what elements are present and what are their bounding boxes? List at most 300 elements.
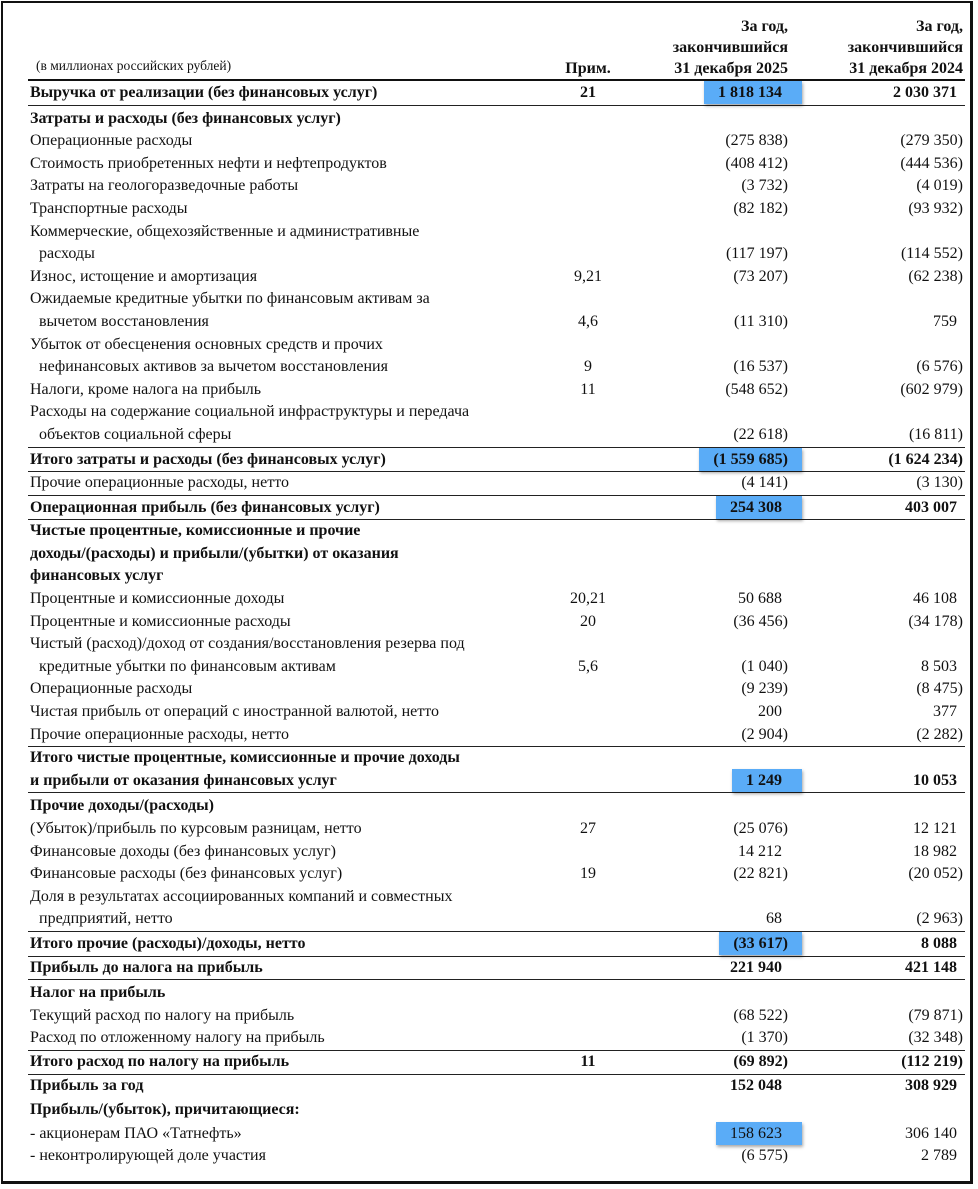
row-label (28, 701, 550, 724)
value-text: (117 197) (725, 245, 788, 263)
value-2024 (790, 198, 965, 221)
value-2025 (626, 221, 790, 266)
table-row (28, 379, 965, 402)
row-label (28, 266, 550, 289)
row-label-line: кредитные убытки по финансовым активам (39, 657, 336, 675)
value-2024 (790, 588, 965, 611)
value-text: (408 412) (725, 154, 788, 172)
value-2025 (626, 334, 790, 379)
value-text: 12 121 (913, 820, 957, 837)
value-text: (1 559 685) (713, 450, 788, 468)
row-note (550, 1097, 626, 1122)
row-label (28, 588, 550, 611)
row-label-line: Прибыль/(убыток), причитающиеся: (30, 1101, 300, 1119)
table-row (28, 633, 965, 678)
table-row (28, 1074, 965, 1097)
value-2024 (790, 1050, 965, 1074)
row-note (550, 841, 626, 864)
value-2024 (790, 472, 965, 496)
row-note: 21 (550, 80, 626, 105)
row-note (550, 221, 626, 266)
value-2024 (790, 863, 965, 886)
value-2024 (790, 334, 965, 379)
table-row (28, 1145, 965, 1168)
value-2025 (626, 701, 790, 724)
value-text: 759 (933, 312, 957, 330)
highlight-box (699, 448, 802, 471)
row-note (550, 678, 626, 701)
table-row (28, 841, 965, 864)
value-2024 (790, 1027, 965, 1050)
value-2025 (626, 198, 790, 221)
row-note (550, 931, 626, 956)
value-text: (2 963) (916, 910, 963, 928)
value-text: (275 838) (725, 132, 788, 150)
row-note: 11 (550, 1050, 626, 1074)
value-2024 (790, 1074, 965, 1097)
highlight-box (716, 496, 802, 519)
table-row (28, 956, 965, 980)
table-row (28, 886, 965, 932)
row-note (550, 956, 626, 980)
value-text: 1 818 134 (718, 84, 782, 101)
value-text: (93 932) (908, 199, 963, 217)
value-text: 8 088 (921, 934, 957, 952)
value-text: (279 350) (900, 132, 963, 150)
table-row (28, 678, 965, 701)
value-2025 (626, 175, 790, 198)
value-text: 254 308 (730, 498, 782, 516)
value-2025 (626, 379, 790, 402)
row-label-line: предприятий, нетто (39, 910, 173, 928)
row-label-line: Итого прочие (расходы)/доходы, нетто (30, 934, 306, 952)
value-2025 (626, 931, 790, 956)
row-label (28, 447, 550, 472)
value-text: (68 522) (733, 1006, 788, 1024)
row-label-line: Прочие доходы/(расходы) (30, 797, 214, 815)
header-line: закончившийся (847, 39, 963, 56)
row-label (28, 472, 550, 496)
value-2024 (790, 1145, 965, 1168)
value-2024 (790, 379, 965, 402)
value-text: (4 141) (741, 474, 788, 492)
row-label (28, 1074, 550, 1097)
row-label (28, 221, 550, 266)
value-2025 (626, 1145, 790, 1168)
table-row (28, 520, 965, 588)
row-note (550, 495, 626, 520)
column-header-2025 (626, 16, 790, 80)
row-note (550, 1074, 626, 1097)
value-text: 2 030 371 (893, 84, 957, 101)
table-row (28, 818, 965, 841)
row-label-line: Прибыль за год (30, 1076, 144, 1094)
row-label-line: расходы (39, 245, 95, 263)
row-label (28, 886, 550, 932)
row-label-line: Износ, истощение и амортизация (30, 267, 258, 285)
value-text: (1 040) (741, 657, 788, 675)
value-2024 (790, 701, 965, 724)
row-note (550, 175, 626, 198)
table-row (28, 401, 965, 447)
value-text: 14 212 (738, 842, 782, 860)
row-note (550, 130, 626, 153)
row-label (28, 931, 550, 956)
value-2025 (626, 80, 790, 105)
value-text: 377 (933, 703, 957, 721)
value-text: 1 249 (746, 771, 782, 789)
value-text: 46 108 (913, 590, 957, 608)
row-note: 9 (584, 358, 592, 376)
value-text: (34 178) (908, 612, 963, 630)
value-text: (3 130) (916, 474, 963, 492)
row-label-line: и прибыли от оказания финансовых услуг (30, 771, 337, 789)
row-note: 11 (580, 380, 596, 398)
value-2025 (626, 401, 790, 447)
row-label-line: Итого расход по налогу на прибыль (30, 1052, 290, 1070)
row-label (28, 678, 550, 701)
value-text: 200 (758, 703, 782, 721)
value-text: (3 732) (741, 177, 788, 195)
value-2025 (626, 841, 790, 864)
row-note (550, 724, 626, 747)
value-text: (114 552) (900, 245, 963, 263)
value-2025 (626, 724, 790, 747)
table-row (28, 863, 965, 886)
note-column-header: Прим. (565, 60, 611, 77)
row-note (550, 1145, 626, 1168)
row-note (550, 105, 626, 130)
table-row (28, 334, 965, 379)
table-row (28, 80, 965, 105)
value-text: 8 503 (921, 657, 957, 675)
value-text: (36 456) (733, 612, 788, 630)
value-text: (2 904) (741, 725, 788, 743)
value-2025 (626, 495, 790, 520)
table-row (28, 495, 965, 520)
value-2025 (626, 678, 790, 701)
value-2025 (626, 793, 790, 818)
value-2025 (626, 1027, 790, 1050)
row-note (550, 472, 626, 496)
value-2024 (790, 447, 965, 472)
row-label (28, 633, 550, 678)
value-text: (69 892) (733, 1052, 788, 1070)
row-label (28, 1050, 550, 1074)
value-2025 (626, 130, 790, 153)
row-label (28, 495, 550, 520)
value-text: (11 310) (733, 312, 788, 330)
row-label-line: Доля в результатах ассоциированных компаний и совместных (30, 887, 453, 905)
row-label-line: Процентные и комиссионные доходы (30, 590, 285, 608)
row-label (28, 1027, 550, 1050)
value-2024 (790, 520, 965, 588)
table-row (28, 724, 965, 747)
value-2024 (790, 841, 965, 864)
value-text: 421 148 (905, 958, 957, 976)
row-note (550, 701, 626, 724)
value-2025 (626, 588, 790, 611)
value-2025 (626, 633, 790, 678)
value-2024 (790, 611, 965, 634)
table-row (28, 1097, 965, 1122)
table-row (28, 288, 965, 333)
value-text: 2 789 (921, 1147, 957, 1165)
row-label (28, 956, 550, 980)
value-2024 (790, 793, 965, 818)
row-label-line: - неконтролирующей доле участия (30, 1147, 266, 1165)
table-row (28, 931, 965, 956)
row-label (28, 863, 550, 886)
value-2024 (790, 105, 965, 130)
header-line: закончившийся (672, 39, 788, 56)
row-label-line: Чистые процентные, комиссионные и прочие (30, 522, 361, 540)
row-label (28, 334, 550, 379)
value-2024 (790, 221, 965, 266)
row-label (28, 175, 550, 198)
row-note (550, 520, 626, 588)
row-label-line: Затраты и расходы (без финансовых услуг) (30, 109, 341, 127)
value-text: (22 618) (733, 425, 788, 443)
value-text: (602 979) (900, 380, 963, 398)
row-label-line: Текущий расход по налогу на прибыль (30, 1006, 295, 1024)
row-note (550, 1027, 626, 1050)
row-label (28, 980, 550, 1005)
header-line: 31 декабря 2025 (674, 60, 788, 77)
row-label-line: Затраты на геологоразведочные работы (30, 177, 299, 195)
value-2024 (790, 1122, 965, 1146)
row-label-line: Выручка от реализации (без финансовых услуг) (30, 84, 378, 101)
value-2025 (626, 1097, 790, 1122)
row-label-line: Расход по отложенному налогу на прибыль (30, 1029, 325, 1047)
table-row (28, 701, 965, 724)
table-row (28, 198, 965, 221)
value-2024 (790, 678, 965, 701)
value-2024 (790, 886, 965, 932)
row-label (28, 379, 550, 402)
row-note: 19 (580, 865, 596, 883)
units-caption: (в миллионах российских рублей) (36, 58, 232, 73)
value-2024 (790, 633, 965, 678)
row-note (550, 153, 626, 176)
value-2025 (626, 1050, 790, 1074)
income-statement-table (28, 16, 965, 1168)
highlight-box (716, 1122, 802, 1145)
value-2025 (626, 886, 790, 932)
header-line: За год, (741, 18, 788, 35)
row-label (28, 724, 550, 747)
value-text: (112 219) (901, 1052, 963, 1070)
value-text: (444 536) (900, 154, 963, 172)
highlight-box (732, 769, 802, 792)
value-2025 (626, 980, 790, 1005)
row-label-line: доходы/(расходы) и прибыли/(убытки) от оказания (30, 544, 399, 562)
column-header-2024 (790, 16, 965, 80)
row-label-line: Процентные и комиссионные расходы (30, 612, 291, 630)
row-note: 4,6 (578, 312, 598, 330)
value-2025 (626, 1074, 790, 1097)
row-label (28, 401, 550, 447)
value-text: 68 (766, 910, 782, 928)
value-2024 (790, 153, 965, 176)
value-text: 152 048 (730, 1076, 782, 1094)
value-2024 (790, 80, 965, 105)
row-label (28, 1122, 550, 1146)
row-note (550, 793, 626, 818)
row-note (550, 401, 626, 447)
row-label-line: вычетом восстановления (39, 312, 209, 330)
row-label-line: Чистая прибыль от операций с иностранной валютой, нетто (30, 703, 440, 721)
row-label-line: Транспортные расходы (30, 199, 188, 217)
value-2025 (626, 1005, 790, 1028)
value-text: 50 688 (738, 590, 782, 608)
value-2025 (626, 472, 790, 496)
table-row (28, 447, 965, 472)
row-label-line: Коммерческие, общехозяйственные и административные (30, 222, 420, 240)
row-label-line: Расходы на содержание социальной инфраструктуры и передача (30, 403, 470, 421)
value-text: 221 940 (730, 958, 782, 976)
row-note: 9,21 (574, 267, 602, 285)
row-label-line: - акционерам ПАО «Татнефть» (30, 1124, 242, 1142)
value-text: (33 617) (733, 934, 788, 952)
row-label (28, 130, 550, 153)
row-note (550, 447, 626, 472)
value-2024 (790, 956, 965, 980)
row-note (550, 1005, 626, 1028)
row-label-line: Ожидаемые кредитные убытки по финансовым активам за (30, 290, 430, 308)
row-label-line: Операционные расходы (30, 132, 193, 150)
row-label (28, 611, 550, 634)
statement-body (28, 80, 965, 1168)
row-label-line: объектов социальной сферы (39, 425, 232, 443)
value-2025 (626, 447, 790, 472)
row-label (28, 818, 550, 841)
value-text: (8 475) (916, 680, 963, 698)
value-2024 (790, 724, 965, 747)
value-2024 (790, 931, 965, 956)
value-text: (4 019) (916, 177, 963, 195)
table-row (28, 175, 965, 198)
row-note (550, 747, 626, 793)
row-label (28, 153, 550, 176)
value-2025 (626, 611, 790, 634)
value-text: (9 239) (741, 680, 788, 698)
value-2024 (790, 175, 965, 198)
value-text: (548 652) (725, 380, 788, 398)
header-row (28, 16, 965, 80)
row-label-line: Прочие операционные расходы, нетто (30, 725, 289, 743)
row-label (28, 80, 550, 105)
value-2024 (790, 818, 965, 841)
table-row (28, 153, 965, 176)
table-row (28, 588, 965, 611)
value-text: (2 282) (916, 725, 963, 743)
table-row (28, 1122, 965, 1146)
row-note: 5,6 (578, 657, 598, 675)
row-label (28, 1145, 550, 1168)
row-label (28, 1097, 550, 1122)
value-2025 (626, 266, 790, 289)
value-text: 10 053 (913, 771, 957, 789)
value-2025 (626, 105, 790, 130)
value-text: (22 821) (733, 865, 788, 883)
row-label-line: Чистый (расход)/доход от создания/восстановления резерва под (30, 635, 465, 653)
header-line: За год, (916, 18, 963, 35)
row-note: 20,21 (570, 590, 606, 608)
value-2024 (790, 288, 965, 333)
row-label (28, 1005, 550, 1028)
value-text: (1 370) (741, 1029, 788, 1047)
value-text: (1 624 234) (888, 450, 963, 468)
row-label (28, 105, 550, 130)
row-note: 27 (580, 820, 596, 837)
value-2025 (626, 956, 790, 980)
table-row (28, 105, 965, 130)
value-2024 (790, 1097, 965, 1122)
value-2024 (790, 747, 965, 793)
table-row (28, 1005, 965, 1028)
value-text: (16 537) (733, 358, 788, 376)
value-text: (16 811) (908, 425, 963, 443)
row-label-line: Итого чистые процентные, комиссионные и прочие доходы (30, 749, 460, 767)
table-row (28, 1050, 965, 1074)
value-text: 403 007 (905, 498, 957, 516)
table-row (28, 980, 965, 1005)
row-note (550, 886, 626, 932)
value-2025 (626, 818, 790, 841)
row-label-line: Налог на прибыль (30, 984, 166, 1002)
value-2024 (790, 1005, 965, 1028)
value-text: (73 207) (733, 267, 788, 285)
value-text: (79 871) (908, 1006, 963, 1024)
value-text: (82 182) (733, 199, 788, 217)
value-2025 (626, 747, 790, 793)
highlight-box (719, 932, 802, 955)
table-row (28, 747, 965, 793)
row-label-line: Операционные расходы (30, 680, 193, 698)
table-row (28, 130, 965, 153)
value-text: (20 052) (908, 865, 963, 883)
highlight-box (704, 81, 802, 104)
row-label-line: Прочие операционные расходы, нетто (30, 474, 289, 492)
value-text: (32 348) (908, 1029, 963, 1047)
row-label-line: Финансовые доходы (без финансовых услуг) (30, 842, 336, 860)
value-text: 18 982 (913, 842, 957, 860)
value-2025 (626, 863, 790, 886)
row-label (28, 520, 550, 588)
row-note (550, 980, 626, 1005)
table-row (28, 1027, 965, 1050)
value-text: (62 238) (908, 267, 963, 285)
value-2025 (626, 1122, 790, 1146)
row-label-line: (Убыток)/прибыль по курсовым разницам, нетто (30, 820, 362, 837)
row-label-line: Финансовые расходы (без финансовых услуг) (30, 865, 343, 883)
header-line: 31 декабря 2024 (849, 60, 963, 77)
value-2024 (790, 401, 965, 447)
row-label-line: Убыток от обесценения основных средств и прочих (30, 335, 383, 353)
value-2024 (790, 495, 965, 520)
table-row (28, 472, 965, 496)
row-label (28, 841, 550, 864)
value-2025 (626, 520, 790, 588)
value-2024 (790, 266, 965, 289)
value-text: (25 076) (733, 820, 788, 837)
row-label-line: нефинансовых активов за вычетом восстановления (39, 358, 388, 376)
row-note: 20 (580, 612, 596, 630)
table-row (28, 793, 965, 818)
table-row (28, 611, 965, 634)
row-label-line: финансовых услуг (30, 567, 164, 585)
